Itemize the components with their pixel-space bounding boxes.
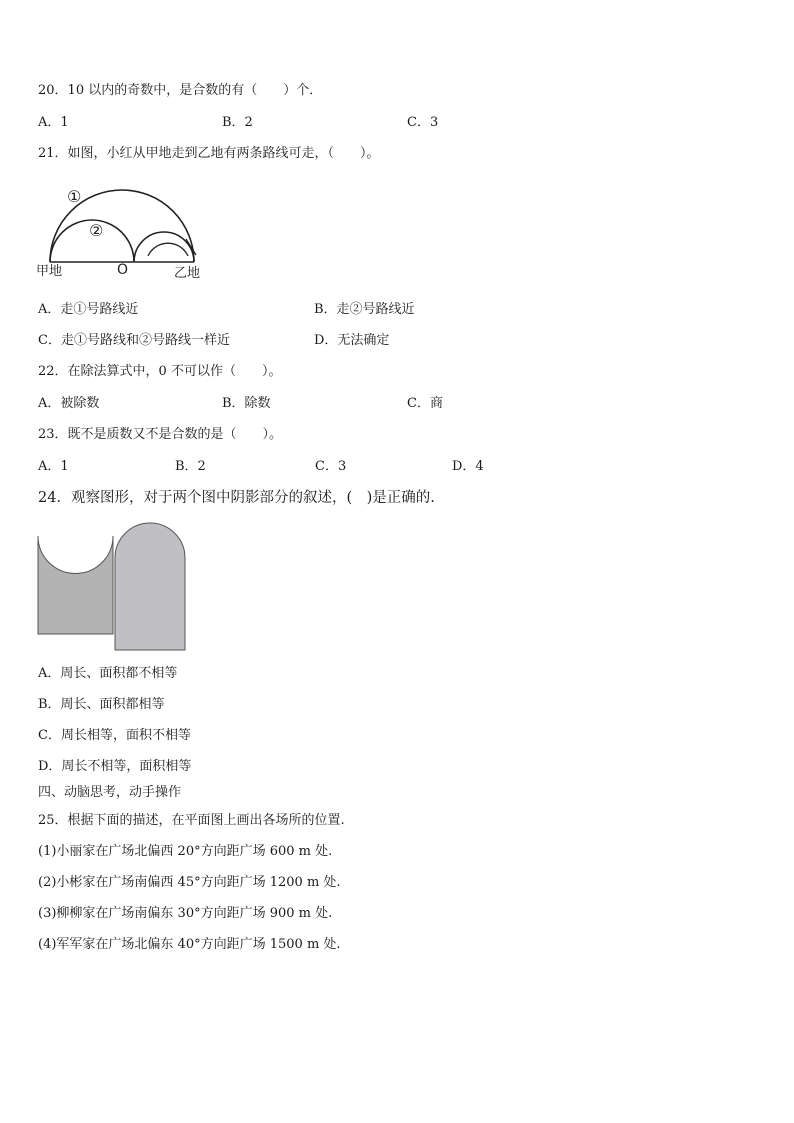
q21-option-b: B．走②号路线近 (314, 302, 415, 317)
q21-option-a: A．走①号路线近 (38, 302, 139, 317)
q25-item-1: (1)小丽家在广场北偏西 20°方向距广场 600 m 处. (38, 844, 333, 859)
question-24-stem: 24．观察图形，对于两个图中阴影部分的叙述，( )是正确的. (38, 490, 435, 506)
q23-option-d: D．4 (452, 459, 484, 474)
right-shaded-shape (115, 523, 185, 650)
q20-option-a: A．1 (38, 115, 69, 130)
question-20-stem: 20．10 以内的奇数中，是合数的有（ ）个． (38, 83, 323, 98)
question-21-stem: 21．如图，小红从甲地走到乙地有两条路线可走，（ ）。 (38, 146, 380, 161)
center-point-label: O (117, 262, 129, 278)
shaded-shapes-figure (36, 518, 196, 653)
q22-option-b: B．除数 (222, 396, 271, 411)
route-2-arc-inner (148, 243, 188, 256)
q22-option-a: A．被除数 (38, 396, 100, 411)
q23-option-c: C．3 (315, 459, 347, 474)
q20-option-b: B．2 (222, 115, 253, 130)
q24-option-a: A．周长、面积都不相等 (38, 666, 178, 681)
q22-option-c: C．商 (407, 396, 443, 411)
left-shaded-shape (38, 536, 113, 634)
q23-option-b: B．2 (175, 459, 206, 474)
question-23-stem: 23．既不是质数又不是合数的是（ ）。 (38, 427, 283, 442)
q24-option-c: C．周长相等，面积不相等 (38, 728, 191, 743)
end-point-label: 乙地 (174, 266, 201, 281)
q24-option-b: B．周长、面积都相等 (38, 697, 165, 712)
q24-option-d: D．周长不相等，面积相等 (38, 759, 192, 774)
q25-item-3: (3)柳柳家在广场南偏东 30°方向距广场 900 m 处. (38, 906, 333, 921)
q25-item-2: (2)小彬家在广场南偏西 45°方向距广场 1200 m 处. (38, 875, 341, 890)
question-25-stem: 25．根据下面的描述，在平面图上画出各场所的位置. (38, 813, 345, 828)
q23-option-a: A．1 (38, 459, 69, 474)
route-semicircle-figure (36, 183, 216, 283)
route-1-label: ① (67, 187, 82, 206)
route-2-arc-right (134, 232, 194, 262)
q20-option-c: C．3 (407, 115, 439, 130)
section-4-heading: 四、动脑思考，动手操作 (38, 785, 182, 800)
start-point-label: 甲地 (36, 264, 63, 279)
q25-item-4: (4)军军家在广场北偏东 40°方向距广场 1500 m 处. (38, 937, 341, 952)
question-22-stem: 22．在除法算式中，0 不可以作（ ）。 (38, 364, 282, 379)
q21-option-c: C．走①号路线和②号路线一样近 (38, 333, 230, 348)
route-2-label: ② (89, 221, 104, 240)
q21-option-d: D．无法确定 (314, 333, 390, 348)
